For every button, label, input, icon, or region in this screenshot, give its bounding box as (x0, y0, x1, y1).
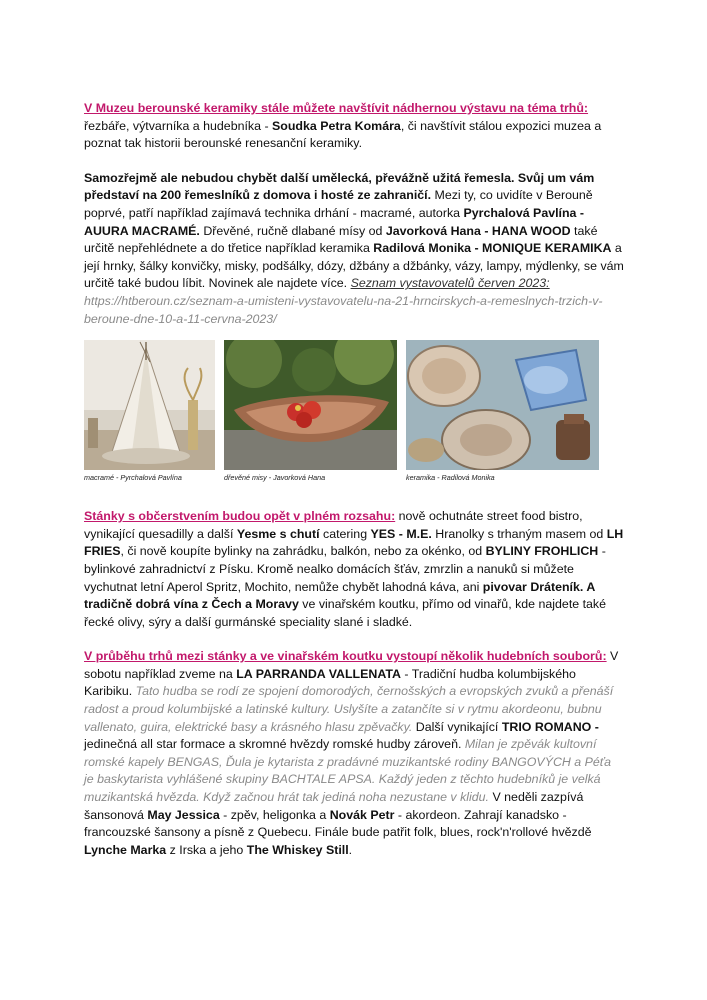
vendor-name: pivovar Dráteník. (482, 579, 584, 594)
paragraph-music (84, 648, 624, 859)
heading-food: Stánky s občerstvením budou opět v plném rozsahu: (84, 509, 396, 524)
text: , či navštívit stálou expozici muzea a poznat tak historii berounské renesanční keramiky. (84, 118, 602, 151)
heading-music: V průběhu trhů mezi stánky a ve vinařském koutku vystoupí několik hudebních souborů: (84, 649, 607, 664)
text: - bylinkové zahradnictví z Písku. Kromě nealko domácích šťáv, zmrzlin a nanuků si můžete vychutnat letní Aperol Spritz, Mochito, nemůže chybět lahodná káva, ani (84, 544, 606, 594)
ceramics-image (406, 340, 599, 470)
text: - Tradiční hudba kolumbijského Karibiku. (84, 666, 576, 699)
exhibitors-list-link[interactable]: https://htberoun.cz/seznam-a-umisteni-vystavovatelu-na-21-hrncirskych-a-remeslnych-trzich-v-beroune-dne-10-a-11-cervna-2023/ (84, 293, 603, 326)
band-description: Tato hudba se rodí ze spojení domorodých, černošských a evropských zvuků a přenáší radost a proud kolumbijské a latinské kultury. Uslyšíte a zatančíte si v rytmu akordeonu, bubnu vallenato, guira, elektrické basy a krásného hlasu zpěvačky. (84, 684, 614, 734)
performer-name: Novák Petr (329, 807, 395, 822)
section-crafts (84, 170, 624, 328)
photo-wood-bowl (224, 340, 397, 482)
text: V neděli zazpívá šansonová (84, 790, 584, 822)
document-page (84, 100, 624, 876)
band-description: Milan je zpěvák kultovní romské kapely BENGAS, Ďula je kytarista z pradávné muzikantské rodiny BANGOVÝCH a Péťa je baskytarista vyhlášené skupiny BACHTALE APSA. Každý jeden z těchto hudebníků je velká muzikantská hvězda. Když začnou hrát tak jediná noha nezustane v klidu. (84, 737, 612, 805)
text: a její hrnky, šálky konvičky, misky, podšálky, dózy, džbány a džbánky, vázy, lampy, mýdlenky, se vám určitě také budou líbit. Novinek ale najdete více. (84, 241, 624, 291)
exhibitor-macrame: Pyrchalová Pavlína - AUURA MACRAMÉ. (84, 205, 585, 238)
text: z Irska a jeho (166, 842, 247, 857)
band-name: LA PARRANDA VALLENATA (236, 666, 401, 681)
section-museum (84, 100, 624, 153)
text: , či nově koupíte bylinky na zahrádku, balkón, nebo za okénko, od (120, 544, 486, 559)
text: catering (319, 526, 371, 541)
text: - zpěv, heligonka a (219, 807, 330, 822)
section-food (84, 508, 624, 631)
vendor-name: Yesme s chutí (236, 526, 320, 541)
vendor-name: LH FRIES (84, 526, 624, 559)
paragraph-food (84, 508, 624, 631)
text: řezbáře, výtvarníka a hudebníka - (84, 118, 273, 133)
text: jedinečná all star formace a skromné hvězdy romské hudby zároveň. (84, 737, 462, 752)
performer-name: May Jessica (147, 807, 220, 822)
text: Dřevěné, ručně dlabané mísy od (199, 223, 386, 238)
vendor-name: BYLINY FROHLICH (485, 544, 599, 559)
photo-row (84, 340, 624, 490)
photo-caption: keramika - Radilová Monika (406, 473, 495, 483)
text: . (348, 842, 353, 857)
vendor-name: A tradičně dobrá vína z Čech a Moravy (84, 579, 595, 612)
text: nově ochutnáte street food bistro, vynikající quesadilly a další (84, 509, 583, 541)
text: Hranolky s trhaným masem od (431, 526, 607, 541)
photo-caption: macramé - Pyrchalová Pavlína (84, 473, 182, 483)
photo-caption: dřevěné misy - Javorková Hana (224, 473, 326, 483)
photo-ceramics (406, 340, 599, 482)
performer-name: Lynche Marka (84, 842, 167, 857)
artist-name: Soudka Petra Komára (272, 118, 401, 133)
text: - akordeon. Zahrají kanadsko - francouzské šansony a písně z Quebecu. Finále bude patřit folk, blues, rock'n'rollové hvězdě (84, 807, 592, 840)
band-name: The Whiskey Still (246, 842, 349, 857)
paragraph-crafts (84, 170, 624, 328)
text: V sobotu například zveme na (84, 649, 619, 681)
exhibitor-wood: Javorková Hana - HANA WOOD (385, 223, 571, 238)
section-music (84, 648, 624, 859)
text: také určitě nepřehlédnete a do třetice například keramika (84, 223, 598, 256)
text: Mezi ty, co uvidíte v Berouně poprvé, patří například zajímavá technika drhání - macramé, autorka (84, 188, 593, 220)
wood-bowl-image (224, 340, 397, 470)
vendor-name: YES - M.E. (370, 526, 432, 541)
exhibitors-list-label: Seznam vystavovatelů červen 2023: (350, 276, 550, 291)
heading-museum: V Muzeu berounské keramiky stále můžete navštívit nádhernou výstavu na téma trhů: (84, 101, 589, 115)
exhibitor-ceramics: Radilová Monika - MONIQUE KERAMIKA (373, 241, 612, 256)
paragraph-museum (84, 100, 624, 153)
text: ve vinařském koutku, přímo od vinařů, kde najdete také řecké olivy, sýry a další gurmánské speciality slané i sladké. (84, 597, 607, 629)
band-name: TRIO ROMANO - (501, 719, 599, 734)
macrame-image (84, 340, 215, 470)
text: Další vynikající (412, 719, 502, 734)
photo-macrame (84, 340, 215, 482)
crafts-intro: Samozřejmě ale nebudou chybět další umělecká, převážně užitá řemesla. Svůj um vám představí na 200 řemeslníků z domova i hosté ze zahraničí. (84, 170, 595, 203)
